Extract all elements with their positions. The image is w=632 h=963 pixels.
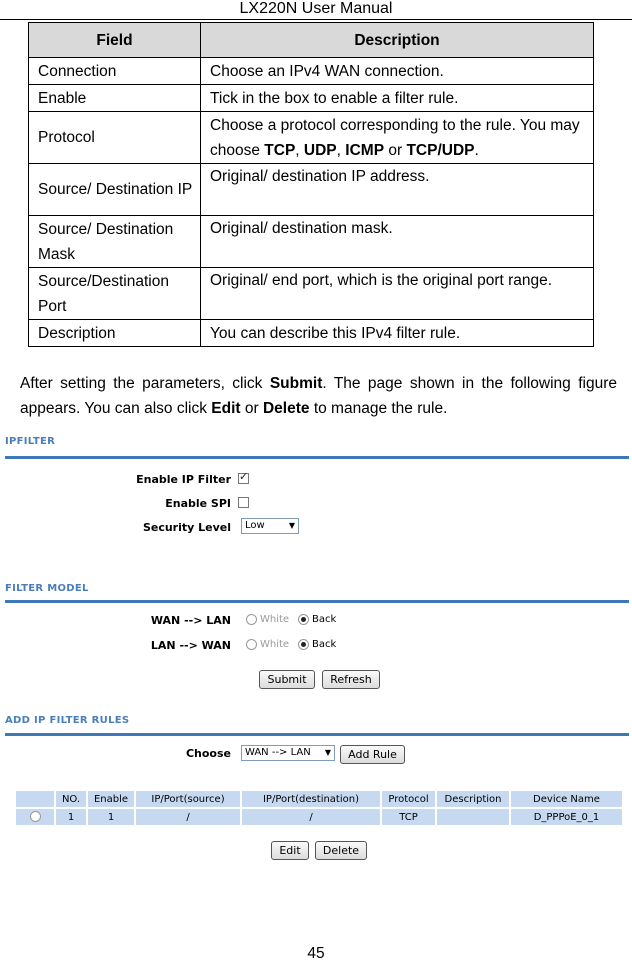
wan-lan-white-label: White bbox=[260, 614, 290, 625]
paragraph-text: After setting the parameters, click bbox=[20, 375, 270, 392]
separator: or bbox=[384, 141, 407, 159]
field-cell: Source/ Destination IP bbox=[29, 164, 201, 216]
header-divider bbox=[0, 19, 632, 20]
security-level-label: Security Level bbox=[142, 521, 231, 534]
table-row bbox=[29, 268, 594, 320]
table-row bbox=[29, 320, 594, 347]
security-level-value: Low bbox=[245, 520, 265, 531]
paragraph-text: or bbox=[240, 400, 263, 417]
row-device-name: D_PPPoE_0_1 bbox=[511, 809, 622, 825]
table-row bbox=[16, 809, 622, 825]
table-row bbox=[29, 216, 594, 268]
field-cell: Protocol bbox=[29, 112, 201, 164]
delete-keyword: Delete bbox=[262, 400, 310, 417]
section-divider bbox=[5, 456, 629, 459]
lan-wan-white-radio[interactable] bbox=[246, 639, 257, 650]
description-cell: You can describe this IPv4 filter rule. bbox=[201, 320, 594, 347]
refresh-button[interactable]: Refresh bbox=[322, 670, 380, 689]
edit-keyword: Edit bbox=[211, 400, 241, 417]
wan-lan-back-radio[interactable] bbox=[298, 614, 309, 625]
paragraph-text: to manage the rule. bbox=[309, 400, 448, 417]
description-cell: Tick in the box to enable a filter rule. bbox=[201, 85, 594, 112]
lan-wan-label: LAN --> WAN bbox=[150, 639, 231, 652]
lan-wan-white-label: White bbox=[260, 639, 290, 650]
separator: , bbox=[336, 141, 346, 159]
table-header-row bbox=[29, 23, 594, 58]
chevron-down-icon: ▼ bbox=[288, 521, 295, 530]
header-description: Description bbox=[201, 23, 594, 58]
description-cell: Original/ destination IP address. bbox=[201, 164, 594, 216]
col-enable: Enable bbox=[88, 791, 134, 807]
section-divider bbox=[5, 600, 629, 603]
choose-value: WAN --> LAN bbox=[245, 747, 311, 758]
submit-button[interactable]: Submit bbox=[259, 670, 315, 689]
description-cell bbox=[201, 112, 594, 164]
col-source: IP/Port(source) bbox=[136, 791, 240, 807]
wan-lan-back-label: Back bbox=[312, 614, 337, 625]
filter-model-section-title: FILTER MODEL bbox=[5, 583, 89, 594]
protocol-udp: UDP bbox=[303, 141, 337, 159]
description-cell: Choose an IPv4 WAN connection. bbox=[201, 58, 594, 85]
col-destination: IP/Port(destination) bbox=[242, 791, 380, 807]
enable-spi-checkbox[interactable] bbox=[238, 497, 249, 508]
section-divider bbox=[5, 733, 629, 736]
field-cell: Source/Destination Port bbox=[29, 268, 201, 320]
separator: , bbox=[295, 141, 304, 159]
row-select-radio[interactable] bbox=[30, 811, 41, 822]
field-cell: Source/ Destination Mask bbox=[29, 216, 201, 268]
edit-button[interactable]: Edit bbox=[271, 841, 309, 860]
filter-rules-table bbox=[14, 789, 624, 827]
lan-wan-back-label: Back bbox=[312, 639, 337, 650]
enable-ip-filter-checkbox[interactable] bbox=[238, 473, 249, 484]
enable-ip-filter-label: Enable IP Filter bbox=[136, 473, 231, 486]
protocol-tcp-udp: TCP/UDP bbox=[406, 141, 475, 159]
protocol-text: Choose a protocol corresponding to the rule. You may choose bbox=[210, 116, 580, 159]
row-source: / bbox=[136, 809, 240, 825]
row-description bbox=[437, 809, 509, 825]
chevron-down-icon: ▼ bbox=[324, 748, 331, 757]
security-level-select[interactable] bbox=[241, 518, 299, 534]
col-protocol: Protocol bbox=[382, 791, 435, 807]
row-protocol: TCP bbox=[382, 809, 435, 825]
table-row bbox=[29, 58, 594, 85]
period: . bbox=[474, 141, 479, 159]
field-cell: Description bbox=[29, 320, 201, 347]
enable-spi-label: Enable SPI bbox=[165, 497, 231, 510]
add-rule-button[interactable]: Add Rule bbox=[340, 745, 405, 764]
instruction-paragraph bbox=[20, 371, 617, 421]
col-select bbox=[16, 791, 54, 807]
col-description: Description bbox=[437, 791, 509, 807]
row-no: 1 bbox=[56, 809, 86, 825]
table-row bbox=[29, 164, 594, 216]
manual-title: LX220N User Manual bbox=[239, 0, 393, 17]
field-description-table bbox=[28, 22, 594, 347]
row-select-cell bbox=[16, 809, 54, 825]
choose-label: Choose bbox=[185, 747, 231, 760]
table-header-row bbox=[16, 791, 622, 807]
field-cell: Enable bbox=[29, 85, 201, 112]
choose-select[interactable] bbox=[241, 745, 335, 761]
description-cell: Original/ destination mask. bbox=[201, 216, 594, 268]
delete-button[interactable]: Delete bbox=[315, 841, 367, 860]
ipfilter-section-title: IPFILTER bbox=[5, 436, 56, 447]
protocol-tcp: TCP bbox=[264, 141, 296, 159]
paragraph-text: . The page shown in the following figure appears. You can also click bbox=[20, 375, 617, 417]
col-device-name: Device Name bbox=[511, 791, 622, 807]
description-cell: Original/ end port, which is the original port range. bbox=[201, 268, 594, 320]
page-number: 45 bbox=[307, 945, 325, 962]
submit-keyword: Submit bbox=[269, 375, 323, 392]
header-field: Field bbox=[29, 23, 201, 58]
col-no: NO. bbox=[56, 791, 86, 807]
row-destination: / bbox=[242, 809, 380, 825]
table-row bbox=[29, 112, 594, 164]
protocol-icmp: ICMP bbox=[345, 141, 385, 159]
wan-lan-white-radio[interactable] bbox=[246, 614, 257, 625]
wan-lan-label: WAN --> LAN bbox=[150, 614, 231, 627]
lan-wan-back-radio[interactable] bbox=[298, 639, 309, 650]
row-enable: 1 bbox=[88, 809, 134, 825]
add-rules-section-title: ADD IP FILTER RULES bbox=[5, 715, 130, 726]
field-cell: Connection bbox=[29, 58, 201, 85]
table-row bbox=[29, 85, 594, 112]
